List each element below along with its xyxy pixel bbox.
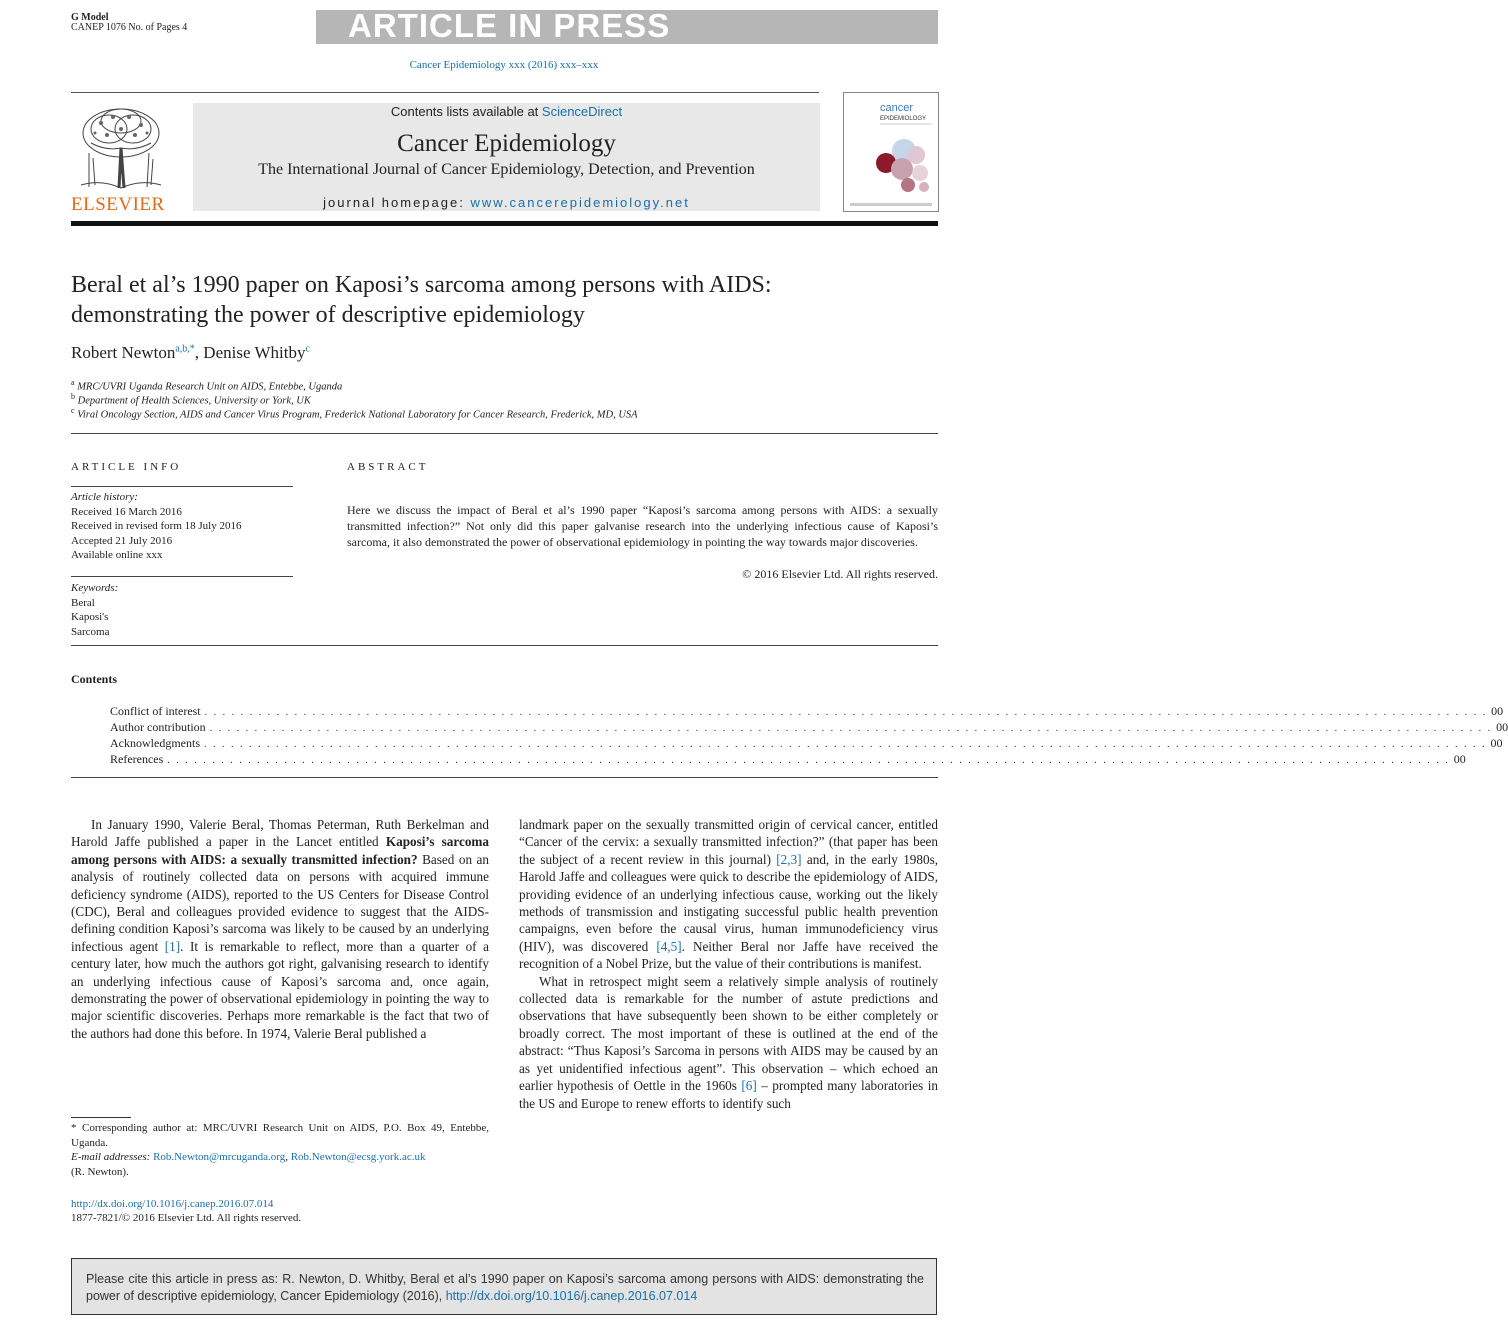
corresponding-author-note: * Corresponding author at: MRC/UVRI Research Unit on AIDS, P.O. Box 49, Entebbe, Uganda. xyxy=(71,1122,489,1149)
affiliation-marker: b xyxy=(71,392,75,401)
toc-item-acknowledgments[interactable] xyxy=(110,736,1503,752)
issn-line: 1877-7821/© 2016 Elsevier Ltd. All rights reserved. xyxy=(71,1212,302,1224)
toc-item-author-contribution[interactable] xyxy=(110,720,1508,736)
homepage-prefix: journal homepage: xyxy=(323,195,471,210)
body-text: . It is remarkable to reflect, more than a quarter of a century later, how much the authors got right, galvanising research to identify an underlying infectious cause of Kaposi’s sarcoma and, once again, demonstrating the power of observational epidemiology in pointing the way to major scientific discoveries. Perhaps more remarkable is the fact that two of the authors had done this before. In 1974, Valerie Beral published a xyxy=(71,938,490,1041)
header-divider xyxy=(71,433,938,434)
elsevier-wordmark: ELSEVIER xyxy=(71,194,165,215)
body-right-column xyxy=(519,816,938,1112)
email-separator: , xyxy=(285,1151,291,1163)
body-text: landmark paper on the sexually transmitted origin of cervical cancer, entitled “Cancer of the cervix: a sexually transmitted infection?” (that paper has been the subject of a recent review in this journal) xyxy=(519,817,938,867)
article-info-heading: ARTICLE INFO xyxy=(71,461,182,473)
ref-link-4-5[interactable]: [4,5] xyxy=(656,938,682,954)
toc-label: Conflict of interest xyxy=(110,704,201,718)
toc-page: 00 xyxy=(1453,752,1466,766)
contents-divider-bottom xyxy=(71,777,938,778)
affiliation-marker: a xyxy=(71,378,75,387)
toc-page: 00 xyxy=(1491,704,1504,718)
history-revised: Received in revised form 18 July 2016 xyxy=(71,520,242,532)
ref-link-2-3[interactable]: [2,3] xyxy=(776,851,802,867)
body-paragraph xyxy=(519,973,938,1112)
abstract-copyright: © 2016 Elsevier Ltd. All rights reserved. xyxy=(742,567,938,581)
affiliation-text: MRC/UVRI Uganda Research Unit on AIDS, Entebbe, Uganda xyxy=(77,381,343,393)
title-line-2: demonstrating the power of descriptive epidemiology xyxy=(71,302,585,328)
journal-ref-link[interactable]: Cancer Epidemiology xxx (2016) xxx–xxx xyxy=(409,59,599,71)
journal-homepage xyxy=(193,195,820,210)
masthead-thick-rule xyxy=(71,221,938,226)
email-link-2[interactable]: Rob.Newton@ecsg.york.ac.uk xyxy=(290,1151,426,1163)
toc-page: 00 xyxy=(1490,736,1503,750)
manuscript-ref: CANEP 1076 No. of Pages 4 xyxy=(71,22,188,33)
g-model-label: G Model xyxy=(71,12,109,23)
history-online: Available online xxx xyxy=(71,549,163,561)
toc-leader: . . . . . . . . . . . . . . . . . . . . . . . . . . . . . . . . . . . . . . . . . . . . . . . . . . . . . . . . . . . . . . . . . . . . . . . . . . . . . . . . . . . . . . . . . . . . . . . . . . . . . . . . . . . . . . . . . . . . . . . . . . . . . . . . . . . . . . . . . . . . . . . xyxy=(167,755,1450,766)
author-whitby[interactable]: Denise Whitby xyxy=(203,343,306,362)
info-rule-top xyxy=(71,486,293,487)
cover-illustration xyxy=(844,93,938,211)
title-line-1: Beral et al’s 1990 paper on Kaposi’s sarcoma among persons with AIDS: xyxy=(71,272,772,298)
cite-text: Please cite this article in press as: R. Newton, D. Whitby, Beral et al’s 1990 paper on Kaposi’s sarcoma among persons with AIDS: demonstrating the power of descriptive epidemiology, Cancer Epidemiology (2016), xyxy=(86,1272,924,1303)
email-label: E-mail addresses: xyxy=(71,1151,154,1163)
email-owner: (R. Newton). xyxy=(71,1165,129,1178)
history-label: Article history: xyxy=(71,491,138,503)
journal-name: Cancer Epidemiology xyxy=(397,130,616,157)
toc-leader: . . . . . . . . . . . . . . . . . . . . . . . . . . . . . . . . . . . . . . . . . . . . . . . . . . . . . . . . . . . . . . . . . . . . . . . . . . . . . . . . . . . . . . . . . . . . . . . . . . . . . . . . . . . . . . . . . . . . . . . . . . . . . . . . . . . . . . . . . . . . . . . xyxy=(209,723,1493,734)
masthead-rule xyxy=(71,92,819,93)
author-list xyxy=(71,343,310,363)
email-footnote xyxy=(71,1150,489,1179)
info-rule-mid xyxy=(71,576,293,577)
keyword-item: Kaposi's xyxy=(71,611,109,623)
contents-available xyxy=(193,104,820,119)
keywords xyxy=(71,581,118,639)
article-title xyxy=(71,270,931,330)
keywords-label: Keywords: xyxy=(71,582,119,594)
body-left-column xyxy=(71,816,489,1042)
cite-doi-link[interactable]: http://dx.doi.org/10.1016/j.canep.2016.07.014 xyxy=(445,1289,698,1303)
author-separator: , xyxy=(194,343,204,362)
doi-link[interactable] xyxy=(71,1198,273,1210)
affiliation-marker: c xyxy=(71,406,75,415)
toc-page: 00 xyxy=(1496,720,1508,734)
ref-link-1[interactable]: [1] xyxy=(164,938,181,954)
body-text: Based on an analysis of routinely collected data on persons with acquired immune deficiency syndrome (AIDS), reported to the US Centers for Disease Control (CDC), Beral and colleagues provided evidence to suggest that the AIDS-defining condition Kaposi’s sarcoma was likely to be caused by an underlying infectious agent xyxy=(71,851,489,954)
homepage-link[interactable]: www.cancerepidemiology.net xyxy=(470,195,690,210)
body-text: – prompted many laboratories in the US and Europe to renew efforts to identify such xyxy=(519,1078,938,1111)
keyword-item: Sarcoma xyxy=(71,625,110,638)
author-newton-affil[interactable]: a,b,* xyxy=(175,343,195,355)
toc-item-conflict[interactable] xyxy=(110,704,1504,720)
cite-box-text xyxy=(86,1271,924,1305)
affiliation-text: Viral Oncology Section, AIDS and Cancer Virus Program, Frederick National Laboratory for Cancer Research, Frederick, MD, USA xyxy=(77,409,638,421)
toc-label: Acknowledgments xyxy=(110,736,200,750)
author-whitby-affil[interactable]: c xyxy=(305,343,310,355)
affiliation-c xyxy=(71,404,638,423)
doi-link-text[interactable]: http://dx.doi.org/10.1016/j.canep.2016.07.014 xyxy=(71,1198,274,1210)
keyword-item: Beral xyxy=(71,596,95,609)
journal-cover-image xyxy=(843,92,939,212)
article-in-press-banner xyxy=(316,7,938,44)
journal-subtitle: The International Journal of Cancer Epidemiology, Detection, and Prevention xyxy=(258,161,755,178)
contents-heading: Contents xyxy=(71,672,118,686)
contents-divider-top xyxy=(71,645,938,646)
affiliation-text: Department of Health Sciences, University or York, UK xyxy=(77,395,311,407)
body-text: . Neither Beral nor Jaffe have received the recognition of a Nobel Prize, but the value of their contributions is manifest. xyxy=(519,938,938,972)
sciencedirect-link[interactable]: ScienceDirect xyxy=(541,104,623,119)
toc-item-references[interactable] xyxy=(110,752,1466,768)
ref-link-6[interactable]: [6] xyxy=(741,1078,757,1094)
cover-title-2: EPIDEMIOLOGY xyxy=(880,116,927,122)
history-received: Received 16 March 2016 xyxy=(71,505,182,518)
toc-leader: . . . . . . . . . . . . . . . . . . . . . . . . . . . . . . . . . . . . . . . . . . . . . . . . . . . . . . . . . . . . . . . . . . . . . . . . . . . . . . . . . . . . . . . . . . . . . . . . . . . . . . . . . . . . . . . . . . . . . . . . . . . . . . . . . . . . . . . . . . . . . . . xyxy=(204,707,1488,718)
toc-label: References xyxy=(110,752,164,766)
body-paragraph xyxy=(71,816,489,1042)
body-text: What in retrospect might seem a relatively simple analysis of routinely collected data is remarkable for the number of astute predictions and observations that have subsequently been shown to be either completely or broadly correct. The most important of these is outlined at the end of the abstract: “Thus Kaposi’s Sarcoma in persons with AIDS may be caused by an as yet unidentified infectious agent”. This observation – which echoed an earlier hypothesis of Oettle in the 1960s xyxy=(519,973,938,1094)
body-text: In January 1990, Valerie Beral, Thomas Peterman, Ruth Berkelman and Harold Jaffe published a paper in the Lancet entitled xyxy=(71,817,489,850)
email-link-1[interactable]: Rob.Newton@mrcuganda.org xyxy=(153,1151,286,1163)
contents-prefix: Contents lists available at xyxy=(390,104,542,119)
cover-title-1: cancer xyxy=(880,102,914,114)
body-text: and, in the early 1980s, Harold Jaffe and colleagues were quick to describe the epidemiology of AIDS, providing evidence of an underlying infectious cause, working out the likely methods of transmission and instigating successful public health prevention campaigns, even before the causal virus, human immunodeficiency virus (HIV), was discovered xyxy=(519,851,938,954)
article-history xyxy=(71,490,241,563)
cited-paper-title: Kaposi’s sarcoma among persons with AIDS: a sexually transmitted infection? xyxy=(71,834,489,867)
body-paragraph xyxy=(519,816,938,973)
toc-label: Author contribution xyxy=(110,720,206,734)
footnote-rule xyxy=(71,1117,131,1118)
author-newton[interactable]: Robert Newton xyxy=(71,343,176,362)
toc-leader: . . . . . . . . . . . . . . . . . . . . . . . . . . . . . . . . . . . . . . . . . . . . . . . . . . . . . . . . . . . . . . . . . . . . . . . . . . . . . . . . . . . . . . . . . . . . . . . . . . . . . . . . . . . . . . . . . . . . . . . . . . . . . . . . . . . . . . . . . . . . . . . xyxy=(203,739,1487,750)
abstract-text: Here we discuss the impact of Beral et al’s 1990 paper “Kaposi’s sarcoma among persons with AIDS: a sexually transmitted infection?” Not only did this paper galvanise research into the underlying infectious cause of Kaposi’s sarcoma, it also demonstrated the power of observational epidemiology in pointing the way towards major discoveries. xyxy=(347,503,938,549)
abstract-heading: ABSTRACT xyxy=(347,461,429,473)
article-in-press-text: ARTICLE IN PRESS xyxy=(348,7,671,44)
history-accepted: Accepted 21 July 2016 xyxy=(71,534,173,547)
